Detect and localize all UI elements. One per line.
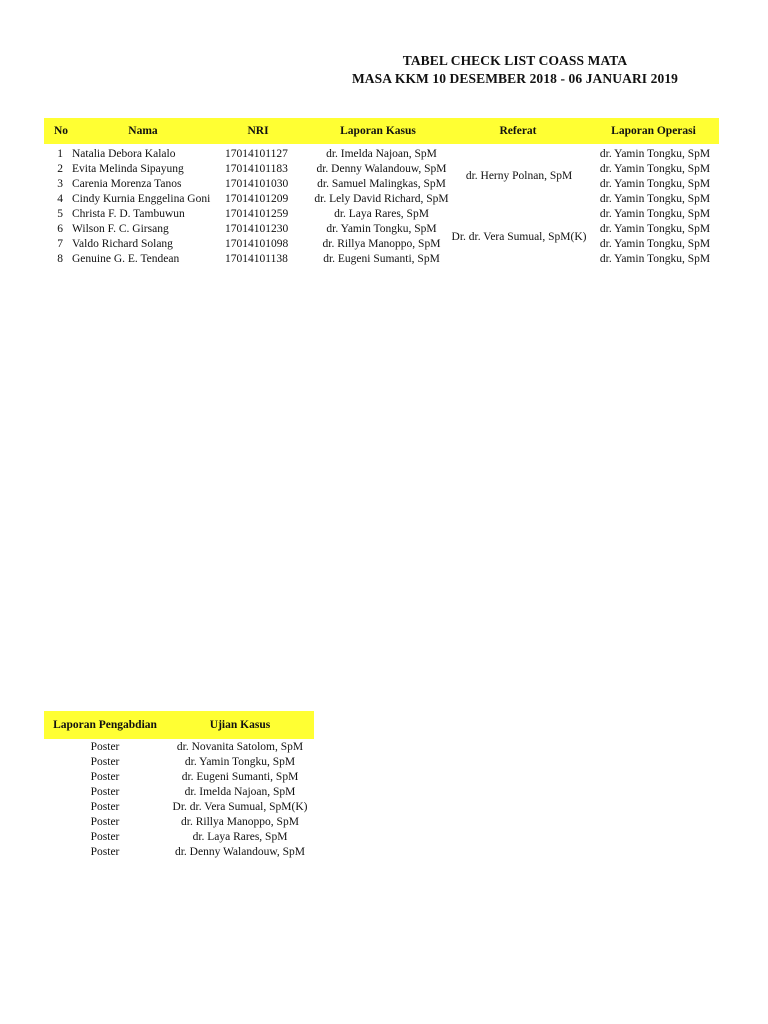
header-laporan-operasi: Laporan Operasi: [611, 125, 696, 137]
row-nama: Christa F. D. Tambuwun: [72, 208, 185, 220]
row-no: 1: [57, 148, 63, 160]
document-subtitle: MASA KKM 10 DESEMBER 2018 - 06 JANUARI 2019: [351, 71, 679, 86]
row-nri: 17014101183: [225, 163, 288, 175]
row-laporan-pengabdian: Poster: [90, 801, 120, 813]
row-ujian-kasus: dr. Eugeni Sumanti, SpM: [181, 771, 299, 783]
row-laporan-pengabdian: Poster: [90, 846, 120, 858]
table2-row: [44, 830, 314, 845]
row-no: 5: [57, 208, 63, 220]
referat-group-2: Dr. dr. Vera Sumual, SpM(K): [451, 231, 587, 243]
row-nama: Cindy Kurnia Enggelina Goni: [72, 193, 211, 205]
row-nri: 17014101259: [225, 208, 289, 220]
row-ujian-kasus: dr. Imelda Najoan, SpM: [184, 786, 296, 798]
row-nama: Evita Melinda Sipayung: [72, 163, 184, 175]
table-row: [44, 222, 719, 237]
table-row: [44, 147, 719, 162]
row-ujian-kasus: dr. Laya Rares, SpM: [192, 831, 288, 843]
row-no: 8: [57, 253, 63, 265]
row-laporan-pengabdian: Poster: [90, 816, 120, 828]
row-nama: Carenia Morenza Tanos: [72, 178, 182, 190]
table2-row: [44, 770, 314, 785]
row-ujian-kasus: Dr. dr. Vera Sumual, SpM(K): [172, 801, 308, 813]
row-no: 2: [57, 163, 63, 175]
header-nri: NRI: [247, 125, 269, 137]
header-ujian-kasus: Ujian Kasus: [209, 719, 271, 731]
table2-row: [44, 785, 314, 800]
table-header: [44, 118, 719, 144]
row-nama: Genuine G. E. Tendean: [72, 253, 180, 265]
table2-header: [44, 711, 314, 739]
row-nama: Wilson F. C. Girsang: [72, 223, 169, 235]
row-laporan-operasi: dr. Yamin Tongku, SpM: [599, 208, 711, 220]
row-laporan-operasi: dr. Yamin Tongku, SpM: [599, 238, 711, 250]
row-laporan-kasus: dr. Samuel Malingkas, SpM: [317, 178, 446, 190]
table2-row: [44, 740, 314, 755]
row-laporan-pengabdian: Poster: [90, 831, 120, 843]
row-nri: 17014101209: [225, 193, 289, 205]
table2-row: [44, 800, 314, 815]
table2-row: [44, 755, 314, 770]
row-no: 7: [57, 238, 63, 250]
row-no: 4: [57, 193, 63, 205]
row-ujian-kasus: dr. Novanita Satolom, SpM: [176, 741, 304, 753]
row-ujian-kasus: dr. Rillya Manoppo, SpM: [181, 816, 299, 828]
header-no: No: [53, 125, 69, 137]
header-laporan-pengabdian: Laporan Pengabdian: [53, 719, 157, 731]
row-nri: 17014101098: [225, 238, 289, 250]
row-laporan-operasi: dr. Yamin Tongku, SpM: [599, 253, 711, 265]
row-laporan-operasi: dr. Yamin Tongku, SpM: [599, 178, 711, 190]
header-nama: Nama: [128, 125, 158, 137]
row-laporan-pengabdian: Poster: [90, 741, 120, 753]
row-no: 3: [57, 178, 63, 190]
row-laporan-operasi: dr. Yamin Tongku, SpM: [599, 223, 711, 235]
table-row: [44, 162, 719, 177]
row-nri: 17014101138: [225, 253, 288, 265]
row-laporan-kasus: dr. Lely David Richard, SpM: [314, 193, 449, 205]
row-laporan-pengabdian: Poster: [90, 771, 120, 783]
row-laporan-operasi: dr. Yamin Tongku, SpM: [599, 193, 711, 205]
row-laporan-pengabdian: Poster: [90, 756, 120, 768]
table2-row: [44, 815, 314, 830]
row-laporan-kasus: dr. Eugeni Sumanti, SpM: [323, 253, 440, 265]
row-nama: Valdo Richard Solang: [72, 238, 173, 250]
row-laporan-operasi: dr. Yamin Tongku, SpM: [599, 163, 711, 175]
row-nri: 17014101030: [225, 178, 289, 190]
table-row: [44, 177, 719, 192]
row-nri: 17014101230: [225, 223, 289, 235]
row-ujian-kasus: dr. Denny Walandouw, SpM: [174, 846, 306, 858]
referat-group-1: dr. Herny Polnan, SpM: [465, 170, 573, 182]
table2-row: [44, 845, 314, 860]
document-title: TABEL CHECK LIST COASS MATA: [402, 53, 628, 68]
table-row: [44, 252, 719, 267]
row-laporan-kasus: dr. Imelda Najoan, SpM: [326, 148, 437, 160]
header-laporan-kasus: Laporan Kasus: [340, 125, 416, 137]
row-laporan-kasus: dr. Laya Rares, SpM: [334, 208, 429, 220]
header-referat: Referat: [499, 125, 537, 137]
row-laporan-kasus: dr. Denny Walandouw, SpM: [316, 163, 447, 175]
row-laporan-pengabdian: Poster: [90, 786, 120, 798]
table-row: [44, 192, 719, 207]
row-nri: 17014101127: [225, 148, 288, 160]
table-row: [44, 207, 719, 222]
row-no: 6: [57, 223, 63, 235]
row-nama: Natalia Debora Kalalo: [72, 148, 176, 160]
row-ujian-kasus: dr. Yamin Tongku, SpM: [184, 756, 296, 768]
row-laporan-kasus: dr. Rillya Manoppo, SpM: [322, 238, 441, 250]
row-laporan-operasi: dr. Yamin Tongku, SpM: [599, 148, 711, 160]
row-laporan-kasus: dr. Yamin Tongku, SpM: [326, 223, 437, 235]
table-row: [44, 237, 719, 252]
